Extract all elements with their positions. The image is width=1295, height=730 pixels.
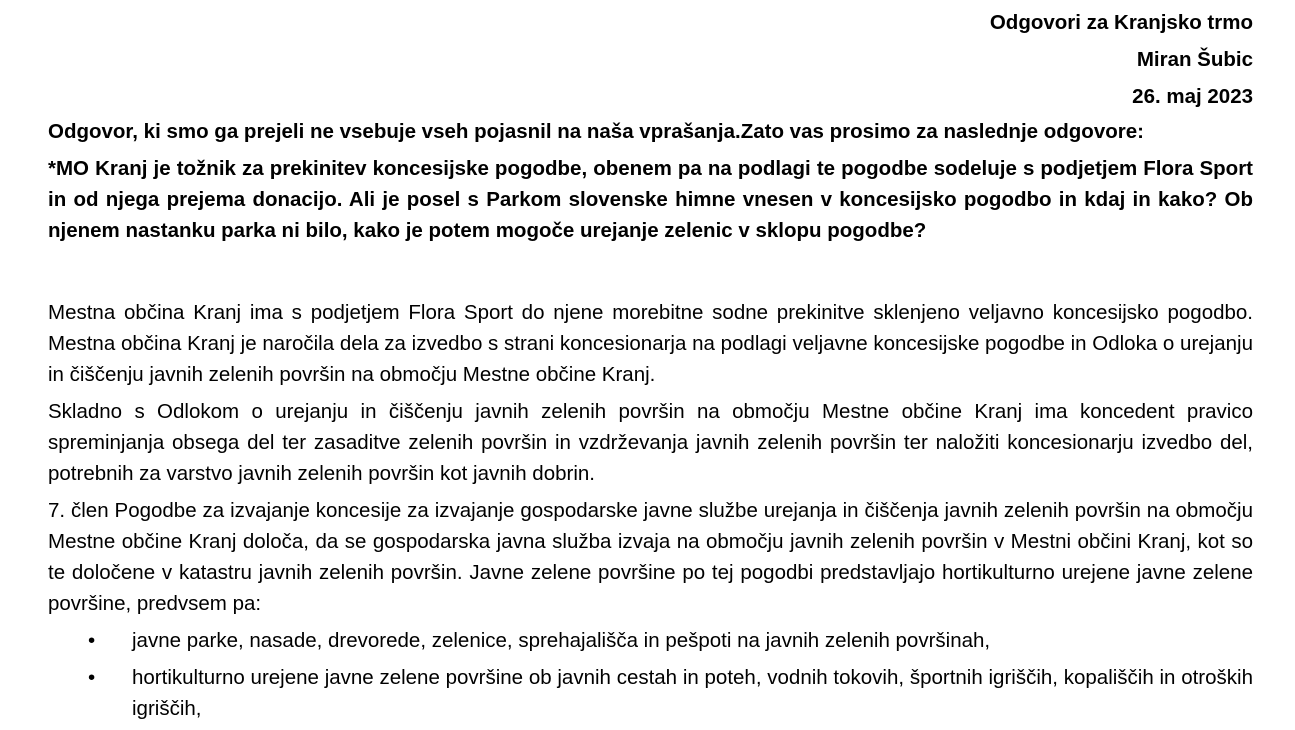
list-item-text: hortikulturno urejene javne zelene površine ob javnih cestah in poteh, vodnih tokovih, športnih igriščih, kopališčih in otroških igriščih, — [132, 666, 1253, 720]
answer-paragraph-3: 7. člen Pogodbe za izvajanje koncesije za izvajanje gospodarske javne službe urejanja in čiščenja javnih zelenih površin na območju Mestne občine Kranj določa, da se gospodarska javna služba izvaja na območju javnih zelenih površin v Mestni občini Kranj, kot so te določene v katastru javnih zelenih površin. Javne zelene površine po tej pogodbi predstavljajo hortikulturno urejene javne zelene površine, predvsem pa: — [48, 499, 1253, 615]
list-item — [48, 662, 1253, 724]
document-page — [48, 0, 1253, 730]
bullet-icon: • — [88, 666, 96, 689]
header-title: Odgovori za Kranjsko trmo — [989, 11, 1253, 34]
list-item-text: javne parke, nasade, drevorede, zelenice, sprehajališča in pešpoti na javnih zelenih površinah, — [132, 629, 991, 652]
question-text: *MO Kranj je tožnik za prekinitev koncesijske pogodbe, obenem pa na podlagi te pogodbe sodeluje s podjetjem Flora Sport in od njega prejema donacijo. Ali je posel s Parkom slovenske himne vnesen v koncesijsko pogodbo in kdaj in kako? Ob njenem nastanku parka ni bilo, kako je potem mogoče urejanje zelenic v sklopu pogodbe? — [48, 157, 1253, 242]
intro-request: Odgovor, ki smo ga prejeli ne vsebuje vseh pojasnil na naša vprašanja.Zato vas prosimo za naslednje odgovore: — [48, 120, 1144, 143]
bullet-icon: • — [88, 629, 96, 652]
spacer — [48, 246, 1253, 297]
document-header — [48, 0, 1253, 115]
bullet-list — [48, 625, 1253, 724]
list-item — [48, 625, 1253, 656]
header-author: Miran Šubic — [1136, 48, 1253, 71]
answer-paragraph-2: Skladno s Odlokom o urejanju in čiščenju javnih zelenih površin na območju Mestne občine Kranj ima koncedent pravico spreminjanja obsega del ter zasaditve zelenih površin in vzdrževanja javnih zelenih površin ter naložiti koncesionarju izvedbo del, potrebnih za varstvo javnih zelenih površin kot javnih dobrin. — [48, 400, 1253, 485]
header-date: 26. maj 2023 — [1132, 85, 1253, 108]
answer-paragraph-1: Mestna občina Kranj ima s podjetjem Flora Sport do njene morebitne sodne prekinitve sklenjeno veljavno koncesijsko pogodbo. Mestna občina Kranj je naročila dela za izvedbo s strani koncesionarja na podlagi veljavne koncesijske pogodbe in Odloka o urejanju in čiščenju javnih zelenih površin na območju Mestne občine Kranj. — [48, 301, 1253, 386]
